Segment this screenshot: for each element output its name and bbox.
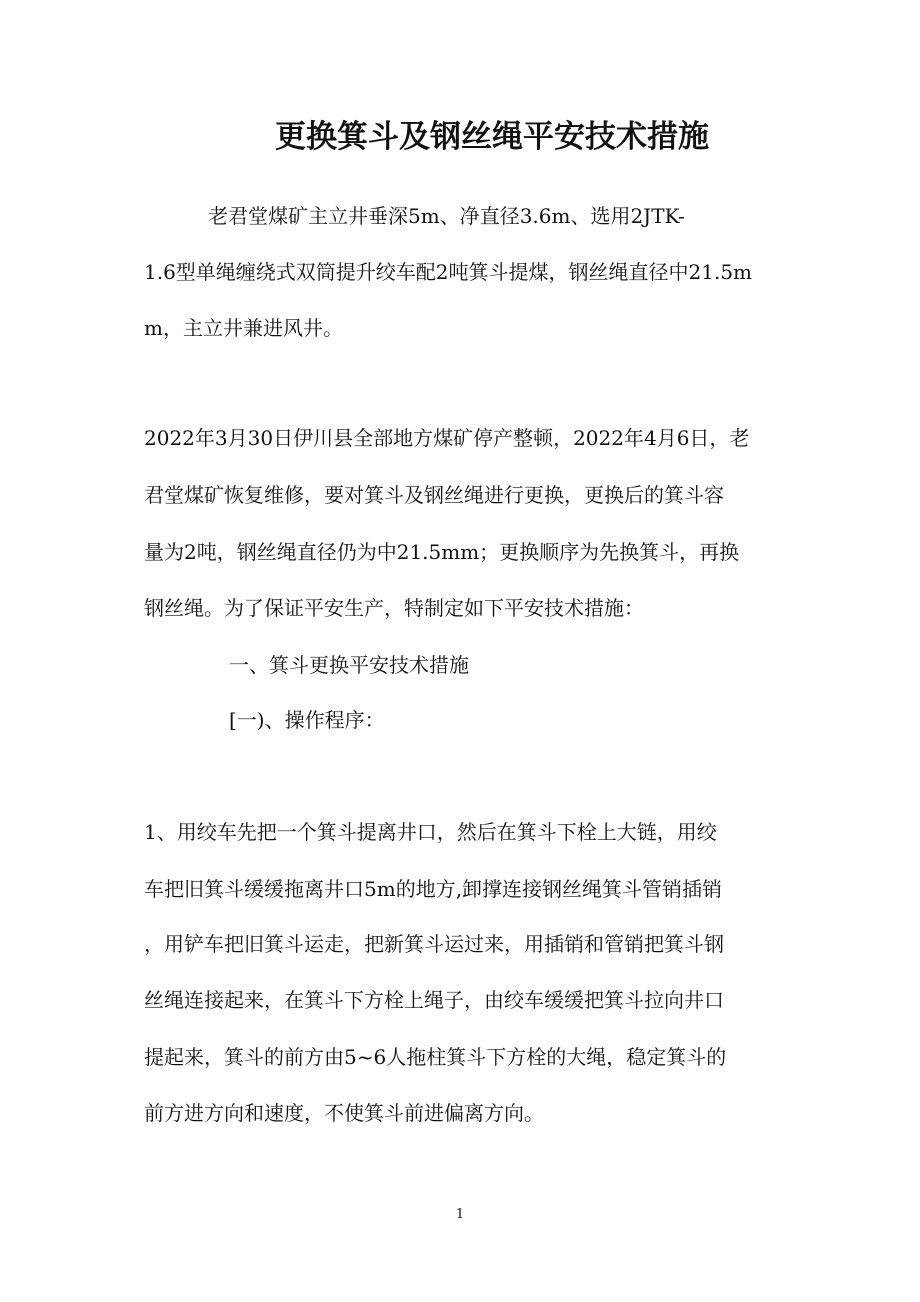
paragraph-line: 老君堂煤矿主立井垂深5m、净直径3.6m、选用2JTK-: [208, 204, 685, 228]
paragraph-line: 前方进方向和速度，不使箕斗前进偏离方向。: [144, 1101, 544, 1125]
document-title: 更换箕斗及钢丝绳平安技术措施: [275, 119, 709, 155]
subsection-heading: [一)、操作程序：: [229, 708, 385, 732]
paragraph-line: 提起来，箕斗的前方由5~6人拖柱箕斗下方栓的大绳，稳定箕斗的: [144, 1045, 727, 1069]
section-heading: 一、箕斗更换平安技术措施: [229, 653, 469, 677]
paragraph-line: 1.6型单绳缠绕式双筒提升绞车配2吨箕斗提煤，钢丝绳直径中21.5m: [144, 260, 753, 284]
paragraph-line: 君堂煤矿恢复维修，要对箕斗及钢丝绳进行更换，更换后的箕斗容: [144, 483, 724, 507]
paragraph-line: 2022年3月30日伊川县全部地方煤矿停产整顿，2022年4月6日，老: [144, 426, 750, 450]
page-number: 1: [455, 1207, 465, 1222]
paragraph-line: 丝绳连接起来，在箕斗下方栓上绳子，由绞车缓缓把箕斗拉向井口: [144, 988, 724, 1012]
paragraph-line: 车把旧箕斗缓缓拖离井口5m的地方,卸撑连接钢丝绳箕斗管销插销: [144, 877, 723, 901]
paragraph-line: ，用铲车把旧箕斗运走，把新箕斗运过来，用插销和管销把箕斗钢: [144, 932, 724, 956]
paragraph-line: 1、用绞车先把一个箕斗提离井口，然后在箕斗下栓上大链，用绞: [144, 820, 717, 844]
paragraph-line: m，主立井兼进风井。: [144, 316, 343, 340]
paragraph-line: 量为2吨，钢丝绳直径仍为中21.5mm；更换顺序为先换箕斗，再换: [144, 540, 740, 564]
paragraph-line: 钢丝绳。为了保证平安生产，特制定如下平安技术措施：: [144, 596, 644, 620]
